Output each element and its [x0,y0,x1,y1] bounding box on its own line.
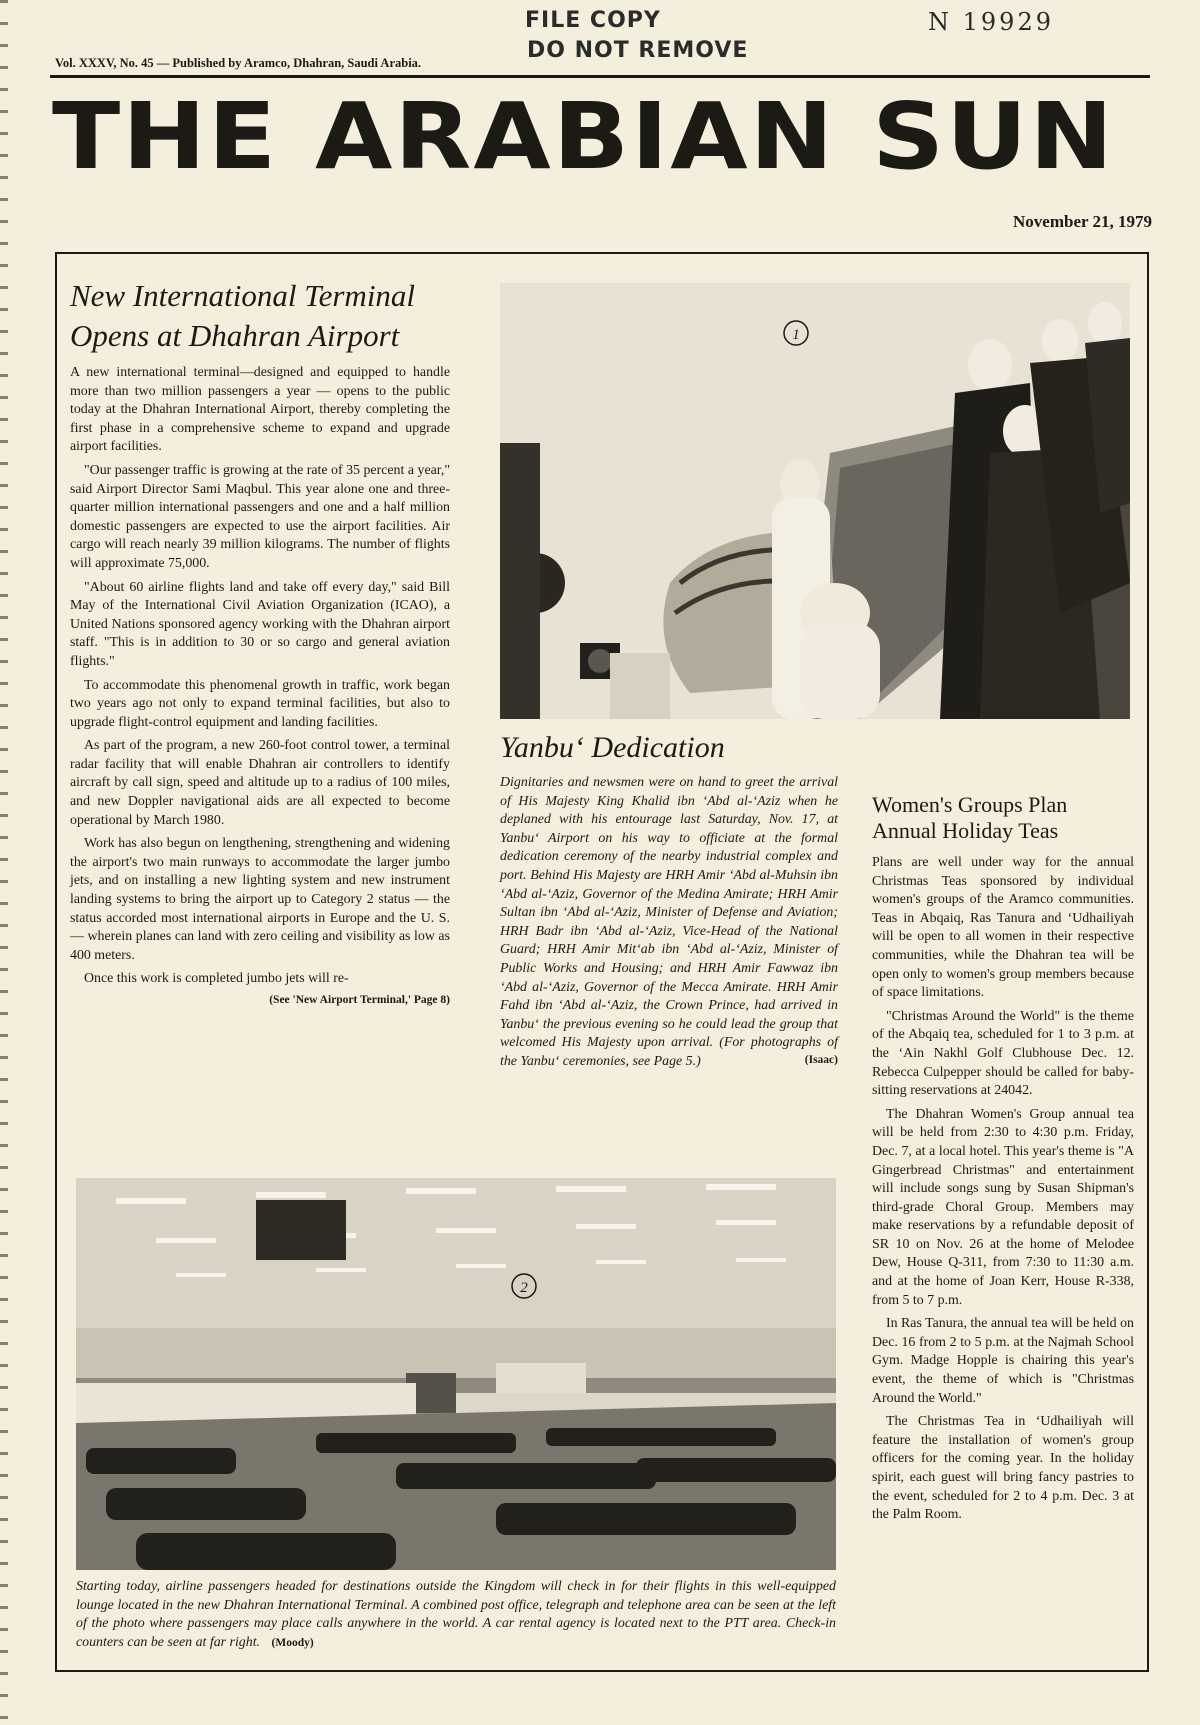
terminal-headline-line1: New International Terminal [70,278,416,313]
volume-line: Vol. XXXV, No. 45 — Published by Aramco, Dhahran, Saudi Arabia. [55,56,422,70]
article-yanbu [500,730,838,1069]
yanbu-photo-illustration [500,283,1130,719]
teas-paragraph: Plans are well under way for the annual Christmas Teas sponsored by individual women's groups of the Aramco communities. Teas in Abqaiq, Ras Tanura and ‘Udhailiyah will be open to all women in their respective communities, while the Dhahran tea will be open only to women's group members because of space limitations. [872,855,1134,1001]
archive-number-stamp: N 19929 [928,8,1054,36]
file-copy-stamp: FILE COPY [525,8,661,33]
teas-paragraph: In Ras Tanura, the annual tea will be held on Dec. 16 from 2 to 5 p.m. at the Najmah School Gym. Madge Hopple is chairing this year's event, the theme of which is "Christmas Around the World." [872,1316,1134,1406]
terminal-lounge-photo [76,1178,836,1570]
yanbu-arrival-photo [500,283,1130,719]
photo-marker-1: 1 [792,327,800,343]
terminal-paragraph: "About 60 airline flights land and take off every day," said Bill May of the International Civil Aviation Organization (ICAO), a United Nations sponsored agency working with the Dhahran airport staff. "This is in addition to 30 or so cargo and general aviation flights." [70,579,450,669]
teas-paragraph: The Dhahran Women's Group annual tea will be held from 2:30 to 4:30 p.m. Friday, Dec. 7, at a local hotel. This year's theme is "A Gingerbread Christmas" and entertainment will include songs sung by Susan Shipman's third-grade Choral Group. Members may make reservations by a refundable deposit of SR 10 on Nov. 26 at the home of Melodee Dew, House Q-311, from 7:30 to 11:30 a.m. and at the home of Joan Kerr, House R-338, from 5 to 7 p.m. [872,1106,1134,1308]
teas-paragraph: "Christmas Around the World" is the theme of the Abqaiq tea, scheduled for 1 to 3 p.m. at the ‘Ain Nakhl Golf Clubhouse Dec. 12. Rebecca Culpepper should be called for baby-sitting reservations at 24042. [872,1008,1134,1099]
terminal-continued-note: (See 'New Airport Terminal,' Page 8) [269,994,450,1006]
yanbu-photo-credit: (Isaac) [804,1053,838,1066]
terminal-paragraph: Once this work is completed jumbo jets will re- [84,971,349,987]
terminal-headline-line2: Opens at Dhahran Airport [70,318,400,353]
article-teas [872,792,1134,1530]
binding-holes [0,0,8,1725]
do-not-remove-stamp: DO NOT REMOVE [527,38,749,63]
lounge-photo-illustration [76,1178,836,1570]
masthead-rule [50,75,1150,78]
teas-body [872,854,1134,1525]
teas-headline-line1: Women's Groups Plan [872,792,1068,817]
yanbu-caption: Dignitaries and newsmen were on hand to greet the arrival of His Majesty King Khalid ibn ‘Abd al-‘Aziz when he deplaned with his entourage last Saturday, Nov. 17, at Yanbu‘ Airport on his way to officiate at the formal dedication ceremony of the nearby industrial complex and port. Behind His Majesty are HRH Amir ‘Abd al-Muhsin ibn ‘Abd al-‘Aziz, Governor of the Medina Amirate; HRH Amir Sultan ibn ‘Abd al-‘Aziz, Minister of Defense and Aviation; HRH Badr ibn ‘Abd al-‘Aziz, Vice-Head of the National Guard; HRH Amir Mit‘ab ibn ‘Abd al-‘Aziz, Minister of Public Works and Housing; and HRH Amir Fawwaz ibn ‘Abd al-‘Aziz, Governor of the Mecca Amirate. HRH Amir Fahd ibn ‘Abd al-‘Aziz, the Crown Prince, had arrived in Yanbu‘ the previous evening so he could lead the group that welcomed His Majesty upon arrival. (For photographs of the Yanbu‘ ceremonies, see Page 5.) [500,775,838,1069]
terminal-paragraph: Work has also begun on lengthening, strengthening and widening the airport's two main runways to accommodate the larger jumbo jets, and on installing a new lighting system and new instrument landing systems to bring the airport up to Category 2 status — the status accorded most international airports in Europe and the U. S. — wherein planes can land with zero ceiling and visibility as low as 400 meters. [70,836,450,963]
terminal-paragraph: A new international terminal—designed and equipped to handle more than two million passengers a year — opens to the public today at the Dhahran International Airport, thereby completing the first phase in a comprehensive scheme to expand and upgrade airport facilities. [70,365,450,455]
terminal-paragraph: To accommodate this phenomenal growth in traffic, work began two years ago not only to expand terminal facilities, but also to upgrade flight-control equipment and landing facilities. [70,677,450,730]
terminal-body [70,364,450,989]
terminal-paragraph: "Our passenger traffic is growing at the rate of 35 percent a year," said Airport Director Sami Maqbul. This year alone one and three-quarter million international passengers and one and a half million domestic passengers are expected to use the airport facilities. Air cargo will reach nearly 39 million kilograms. The number of flights will approximate 75,000. [70,462,450,571]
masthead: THE ARABIAN SUN [52,82,1116,191]
issue-date: November 21, 1979 [1013,212,1152,231]
lounge-caption-text: Starting today, airline passengers headed for destinations outside the Kingdom will check in for their flights in this well-equipped lounge located in the new Dhahran International Terminal. A combined post office, telegraph and telephone area can be seen at the left of the photo where passengers may place calls anywhere in the world. A car rental agency is located next to the PTT area. Check-in counters can be seen at far right. [76,1579,836,1650]
teas-paragraph: The Christmas Tea in ‘Udhailiyah will feature the installation of women's group officers for the coming year. In the holiday spirit, each guest will bring fancy pastries to the event, scheduled for 2 to 4 p.m. Dec. 3 at the Palm Room. [872,1414,1134,1523]
yanbu-headline: Yanbu‘ Dedication [500,731,725,764]
lounge-photo-credit: (Moody) [271,1636,314,1649]
terminal-paragraph: As part of the program, a new 260-foot control tower, a terminal radar facility that will enable Dhahran air controllers to identify aircraft by call sign, speed and altitude up to a radius of 100 miles, and new Doppler navigational aids are all expected to become operational by March 1980. [70,738,450,828]
teas-headline-line2: Annual Holiday Teas [872,818,1059,843]
article-terminal [70,276,450,1006]
lounge-caption [76,1578,836,1652]
photo-marker-2: 2 [520,1280,528,1296]
